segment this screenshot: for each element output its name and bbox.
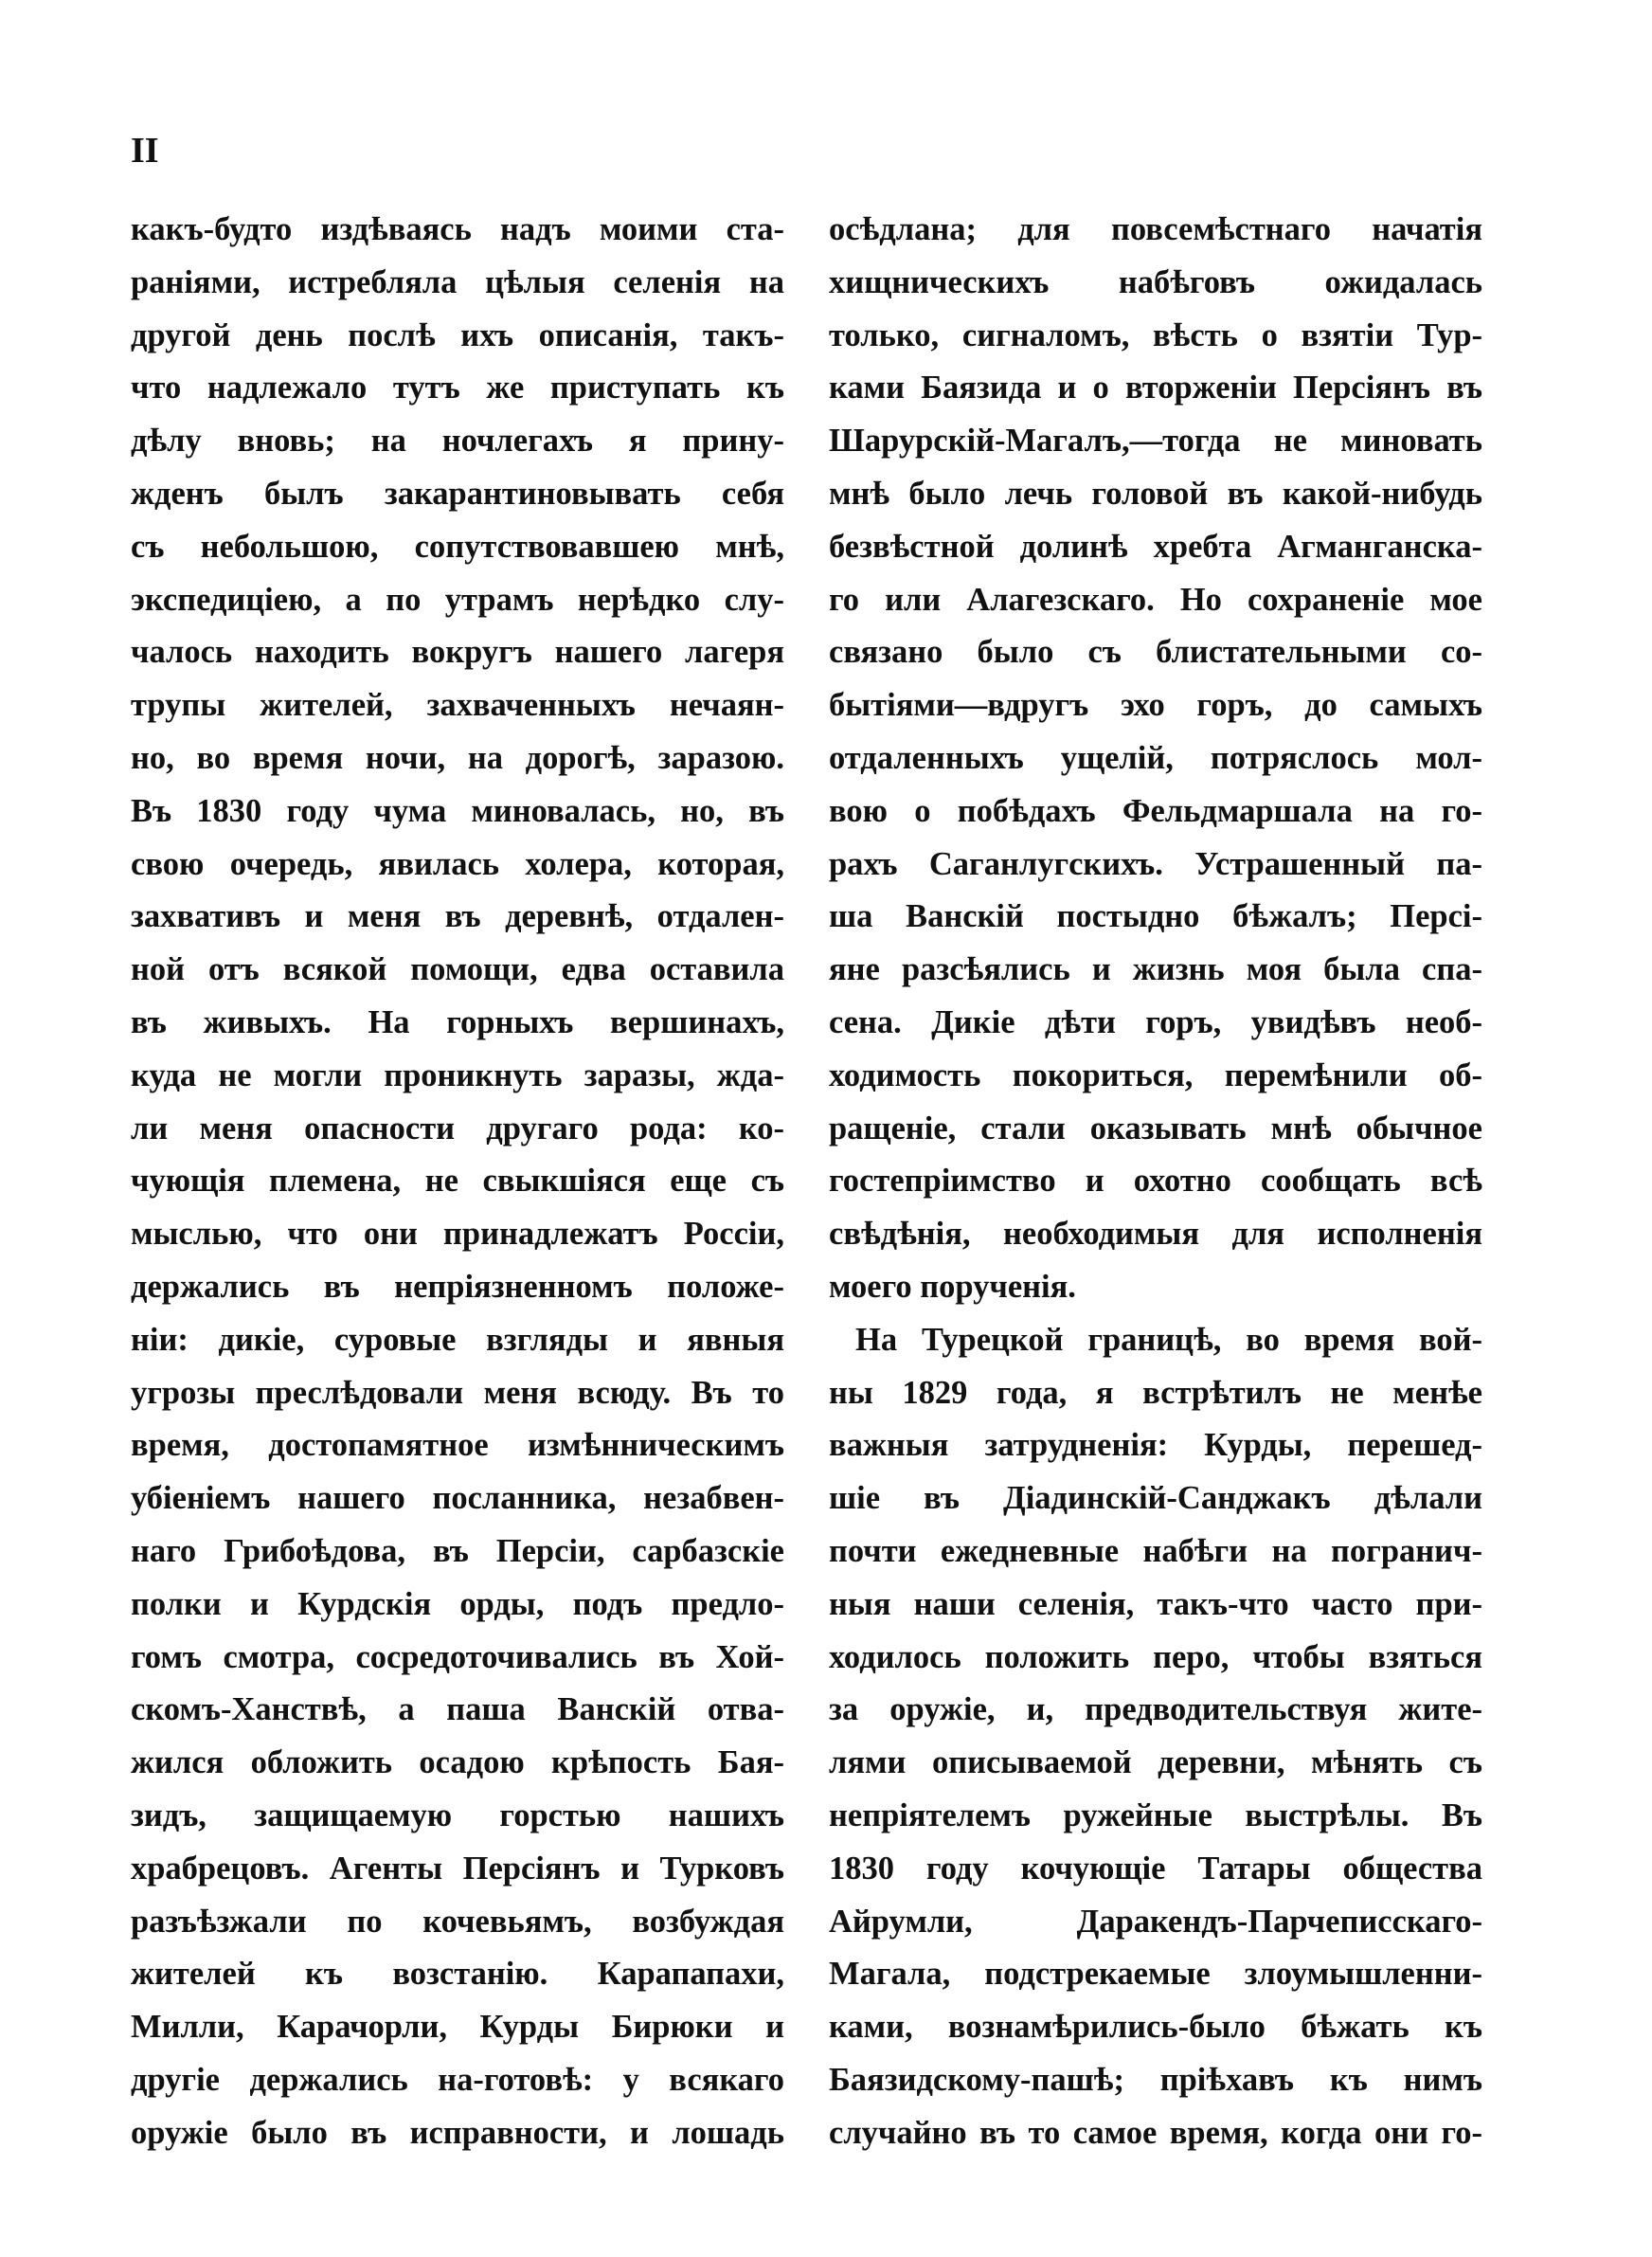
text-line: разъѣзжали по кочевьямъ, возбуждая xyxy=(131,1903,784,1940)
text-line: го или Алагезскаго. Но сохраненіе мое xyxy=(829,581,1482,618)
text-line: какъ-будто издѣваясь надъ моими ста- xyxy=(131,211,784,247)
text-line: дѣлу вновь; на ночлегахъ я прину- xyxy=(131,423,784,460)
text-line: рахъ Саганлугскихъ. Устрашенный па- xyxy=(829,845,1482,882)
page-number: II xyxy=(131,131,159,171)
text-line-indented: На Турецкой границѣ, во время вой- xyxy=(855,1321,1482,1358)
text-line: за оружіе, и, предводительствуя жите- xyxy=(829,1691,1482,1728)
text-line: ками Баязида и о вторженіи Персіянъ въ xyxy=(829,370,1482,406)
text-line: захвативъ и меня въ деревнѣ, отдален- xyxy=(131,898,784,935)
text-line: убіеніемъ нашего посланника, незабвен- xyxy=(131,1480,784,1517)
text-line: хищническихъ набѣговъ ожидалась xyxy=(829,263,1482,300)
text-line: безвѣстной долинѣ хребта Агманганска- xyxy=(829,528,1482,565)
text-line: сена. Дикіе дѣти горъ, увидѣвъ необ- xyxy=(829,1003,1482,1040)
text-line: скомъ-Ханствѣ, а паша Ванскій отва- xyxy=(131,1691,784,1728)
text-line: полки и Курдскія орды, подъ предло- xyxy=(131,1585,784,1622)
text-line: чующія племена, не свыкшіяся еще съ xyxy=(131,1163,784,1200)
text-line: осѣдлана; для повсемѣстнаго начатія xyxy=(829,211,1482,247)
text-line: важныя затрудненія: Курды, перешед- xyxy=(829,1427,1482,1464)
text-line: зидъ, защищаемую горстью нашихъ xyxy=(131,1797,784,1833)
text-line: жителей къ возстанію. Карапапахи, xyxy=(131,1956,784,1993)
text-line: моего порученія. xyxy=(829,1268,1076,1305)
text-line: мнѣ было лечь головой въ какой-нибудь xyxy=(829,475,1482,512)
text-line: ны 1829 года, я встрѣтилъ не менѣе xyxy=(829,1374,1482,1411)
text-line: держались въ непріязненномъ положе- xyxy=(131,1268,784,1305)
text-line: связано было съ блистательными со- xyxy=(829,634,1482,671)
text-line: но, во время ночи, на дорогѣ, заразою. xyxy=(131,739,784,776)
text-line: отдаленныхъ ущелій, потряслось мол- xyxy=(829,739,1482,776)
text-line: мыслью, что они принадлежатъ Россіи, xyxy=(131,1216,784,1253)
text-line: съ небольшою, сопутствовавшею мнѣ, xyxy=(131,528,784,565)
text-line: жденъ былъ закарантиновывать себя xyxy=(131,475,784,512)
text-line: ращеніе, стали оказывать мнѣ обычное xyxy=(829,1110,1482,1147)
text-line: вою о побѣдахъ Фельдмаршала на го- xyxy=(829,792,1482,829)
text-line: ходимость покориться, перемѣнили об- xyxy=(829,1056,1482,1093)
text-line: ли меня опасности другаго рода: ко- xyxy=(131,1110,784,1147)
text-line: куда не могли проникнуть заразы, жда- xyxy=(131,1056,784,1093)
text-line: жился обложить осадою крѣпость Бая- xyxy=(131,1744,784,1781)
text-line: храбрецовъ. Агенты Персіянъ и Турковъ xyxy=(131,1850,784,1887)
text-line: непріятелемъ ружейные выстрѣлы. Въ xyxy=(829,1797,1482,1833)
text-line: ныя наши селенія, такъ-что часто при- xyxy=(829,1585,1482,1622)
text-line: въ живыхъ. На горныхъ вершинахъ, xyxy=(131,1003,784,1040)
text-line: ной отъ всякой помощи, едва оставила xyxy=(131,951,784,988)
text-line: Милли, Карачорли, Курды Бирюки и xyxy=(131,2009,784,2046)
text-line: что надлежало тутъ же приступать къ xyxy=(131,370,784,406)
text-line: экспедиціею, а по утрамъ нерѣдко слу- xyxy=(131,581,784,618)
text-line: почти ежедневные набѣги на погранич- xyxy=(829,1532,1482,1569)
text-line: Баязидскому-пашѣ; пріѣхавъ къ нимъ xyxy=(829,2061,1482,2098)
text-line: ша Ванскій постыдно бѣжалъ; Персі- xyxy=(829,898,1482,935)
text-line: 1830 году кочующіе Татары общества xyxy=(829,1850,1482,1887)
text-line: время, достопамятное измѣнническимъ xyxy=(131,1427,784,1464)
text-line: чалось находить вокругъ нашего лагеря xyxy=(131,634,784,671)
text-line: гостепріимство и охотно сообщать всѣ xyxy=(829,1163,1482,1200)
text-line: яне разсѣялись и жизнь моя была спа- xyxy=(829,951,1482,988)
text-line: трупы жителей, захваченныхъ нечаян- xyxy=(131,687,784,724)
text-line: Айрумли, Даракендъ-Парчеписскаго- xyxy=(829,1903,1482,1940)
right-text-column xyxy=(829,204,1482,2159)
text-line: лями описываемой деревни, мѣнять съ xyxy=(829,1744,1482,1781)
text-line: свѣдѣнія, необходимыя для исполненія xyxy=(829,1216,1482,1253)
text-line: бытіями—вдругъ эхо горъ, до самыхъ xyxy=(829,687,1482,724)
text-line: случайно въ то самое время, когда они го- xyxy=(829,2114,1482,2151)
text-line: Шарурскій-Магалъ,—тогда не миновать xyxy=(829,423,1482,460)
text-line: только, сигналомъ, вѣсть о взятіи Тур- xyxy=(829,316,1482,353)
text-line: гомъ смотра, сосредоточивались въ Хой- xyxy=(131,1638,784,1675)
text-line: шіе въ Діадинскій-Санджакъ дѣлали xyxy=(829,1480,1482,1517)
text-line: раніями, истребляла цѣлыя селенія на xyxy=(131,263,784,300)
left-text-column xyxy=(131,204,784,2159)
text-line: свою очередь, явилась холера, которая, xyxy=(131,845,784,882)
text-line: наго Грибоѣдова, въ Персіи, сарбазскіе xyxy=(131,1532,784,1569)
text-line: другіе держались на-готовѣ: у всякаго xyxy=(131,2061,784,2098)
text-line: угрозы преслѣдовали меня всюду. Въ то xyxy=(131,1374,784,1411)
text-line: ходилось положить перо, чтобы взяться xyxy=(829,1638,1482,1675)
text-line: ками, вознамѣрились-было бѣжать къ xyxy=(829,2009,1482,2046)
text-line: Магала, подстрекаемые злоумышленни- xyxy=(829,1956,1482,1993)
text-line: оружіе было въ исправности, и лошадь xyxy=(131,2114,784,2151)
text-line: ніи: дикіе, суровые взгляды и явныя xyxy=(131,1321,784,1358)
text-line: другой день послѣ ихъ описанія, такъ- xyxy=(131,316,784,353)
text-line: Въ 1830 году чума миновалась, но, въ xyxy=(131,792,784,829)
